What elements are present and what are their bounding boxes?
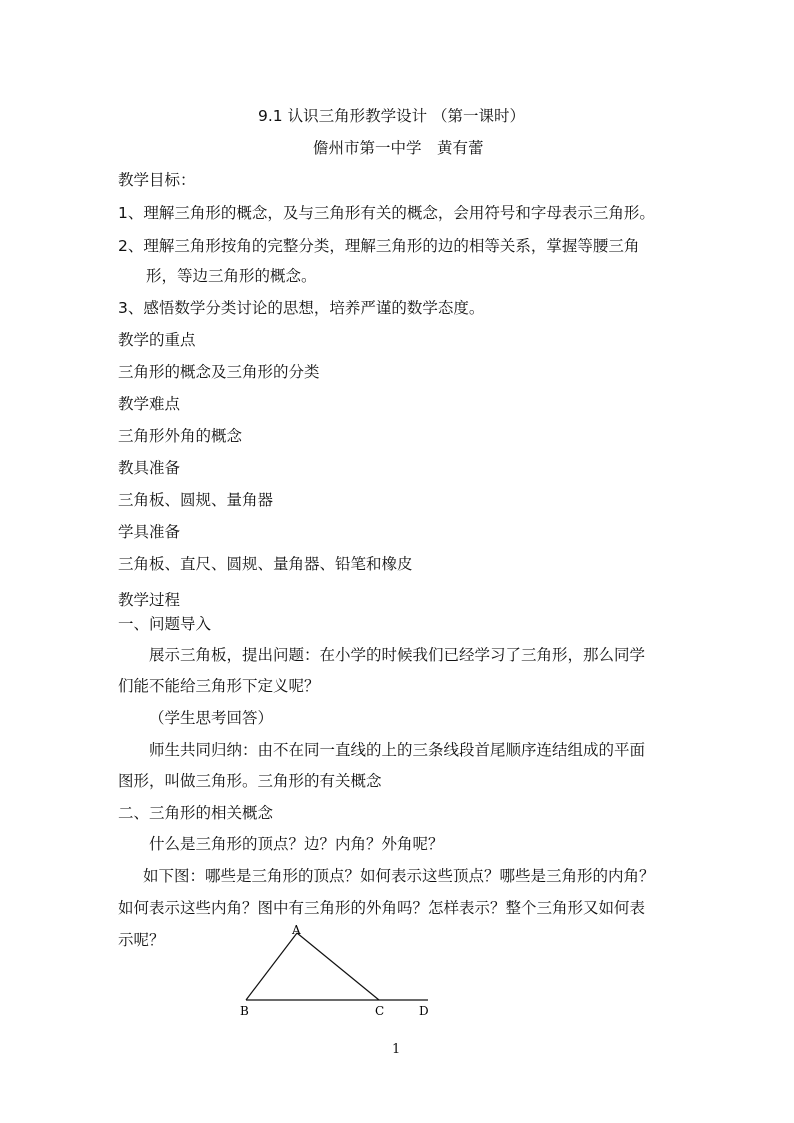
paragraph-1-line-2: 们能不能给三角形下定义呢？ — [118, 677, 320, 695]
page-number: 1 — [392, 1042, 401, 1057]
paragraph-5-line-2: 如何表示这些内角？图中有三角形的外角吗？怎样表示？整个三角形又如何表 — [118, 899, 646, 917]
goals-heading: 教学目标： — [118, 171, 196, 189]
triangle-figure — [230, 920, 450, 1030]
paragraph-3-line-1: 师生共同归纳：由不在同一直线的上的三条线段首尾顺序连结组成的平面 — [149, 741, 646, 759]
vertex-label-b: B — [240, 1004, 249, 1018]
side-ac — [297, 933, 379, 1000]
side-ab — [246, 933, 297, 1000]
paragraph-1-line-1: 展示三角板，提出问题：在小学的时候我们已经学习了三角形，那么同学 — [149, 646, 646, 664]
doc-author: 儋州市第一中学 黄有蕾 — [313, 139, 484, 157]
paragraph-3-line-2: 图形，叫做三角形。三角形的有关概念 — [118, 772, 382, 790]
process-heading: 教学过程 — [118, 591, 181, 609]
point-label-d: D — [419, 1004, 429, 1018]
student-tools-heading: 学具准备 — [118, 523, 181, 541]
paragraph-5-line-1: 如下图：哪些是三角形的顶点？如何表示这些顶点？哪些是三角形的内角？ — [143, 867, 655, 885]
paragraph-2: （学生思考回答） — [149, 709, 274, 727]
goal-1: 1、理解三角形的概念，及与三角形有关的概念，会用符号和字母表示三角形。 — [118, 204, 655, 222]
vertex-label-a: A — [292, 923, 301, 937]
key-text: 三角形的概念及三角形的分类 — [118, 363, 320, 381]
key-heading: 教学的重点 — [118, 331, 196, 349]
doc-title: 9.1 认识三角形教学设计 （第一课时） — [258, 107, 526, 125]
section-2-heading: 二、三角形的相关概念 — [118, 804, 274, 822]
goal-2-line-1: 2、理解三角形按角的完整分类，理解三角形的边的相等关系，掌握等腰三角 — [118, 237, 640, 255]
goal-2-line-2: 形，等边三角形的概念。 — [146, 267, 317, 285]
hard-heading: 教学难点 — [118, 395, 181, 413]
section-1-heading: 一、问题导入 — [118, 615, 212, 633]
student-tools-text: 三角板、直尺、圆规、量角器、铅笔和橡皮 — [118, 555, 413, 573]
paragraph-5-line-3: 示呢？ — [118, 931, 165, 949]
goal-3: 3、感悟数学分类讨论的思想，培养严谨的数学态度。 — [118, 299, 485, 317]
tools-text: 三角板、圆规、量角器 — [118, 491, 274, 509]
tools-heading: 教具准备 — [118, 459, 181, 477]
paragraph-4: 什么是三角形的顶点？边？内角？外角呢？ — [149, 835, 444, 853]
vertex-label-c: C — [375, 1004, 385, 1018]
hard-text: 三角形外角的概念 — [118, 427, 243, 445]
